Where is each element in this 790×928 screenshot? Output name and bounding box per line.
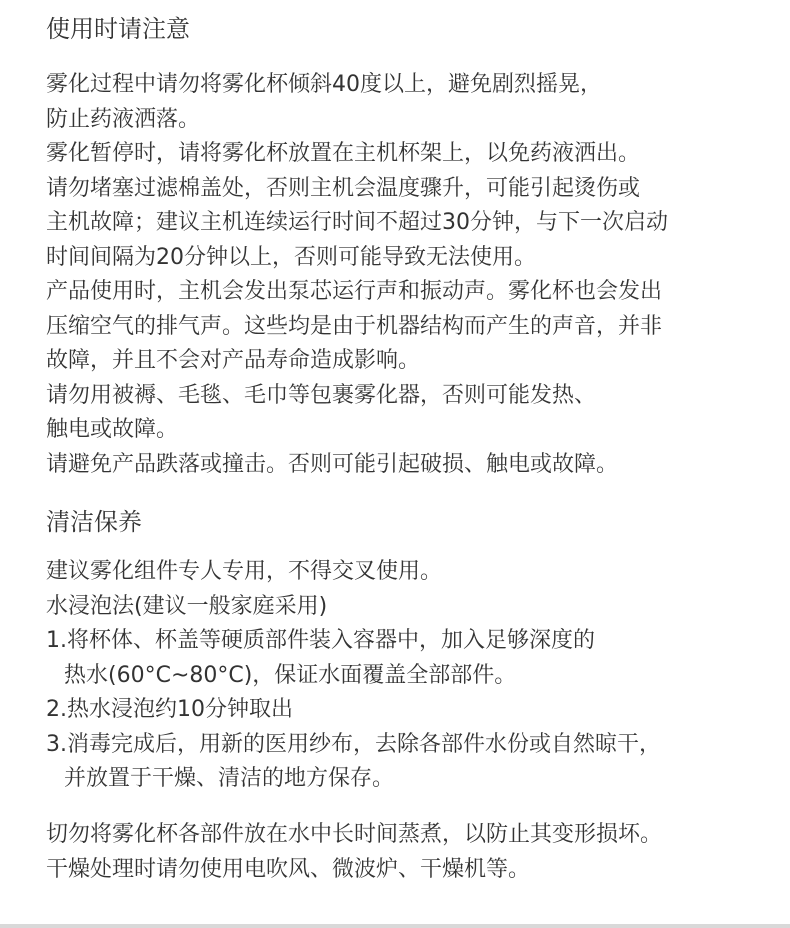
- bottom-divider: [0, 924, 790, 928]
- precaution-line: 雾化暂停时，请将雾化杯放置在主机杯架上，以免药液洒出。: [46, 141, 641, 166]
- warning-line: 干燥处理时请勿使用电吹风、微波炉、干燥机等。: [46, 856, 531, 882]
- precaution-line: 时间间隔为20分钟以上，否则可能导致无法使用。: [46, 244, 536, 270]
- cleaning-step: 2.热水浸泡约10分钟取出: [46, 697, 293, 722]
- cleaning-step-continuation: 热水(60°C~80°C)，保证水面覆盖全部部件。: [64, 662, 517, 688]
- precautions-heading: 使用时请注意: [46, 15, 190, 43]
- precaution-line: 雾化过程中请勿将雾化杯倾斜40度以上，避免剧烈摇晃，: [46, 72, 602, 97]
- precaution-line: 产品使用时，主机会发出泵芯运行声和振动声。雾化杯也会发出: [46, 279, 663, 304]
- precaution-line: 主机故障；建议主机连续运行时间不超过30分钟，与下一次启动: [46, 210, 668, 235]
- warning-line: 切勿将雾化杯各部件放在水中长时间蒸煮，以防止其变形损坏。: [46, 822, 663, 847]
- precautions-section: [46, 12, 766, 482]
- warnings-section: [46, 818, 766, 887]
- cleaning-line: 建议雾化组件专人专用，不得交叉使用。: [46, 559, 443, 584]
- precaution-line: 请勿堵塞过滤棉盖处，否则主机会温度骤升，可能引起烫伤或: [46, 175, 641, 201]
- precaution-line: 压缩空气的排气声。这些均是由于机器结构而产生的声音，并非: [46, 313, 663, 339]
- cleaning-method-title: 水浸泡法(建议一般家庭采用): [46, 593, 328, 619]
- precaution-line: 请避免产品跌落或撞击。否则可能引起破损、触电或故障。: [46, 451, 619, 477]
- precaution-line: 请勿用被褥、毛毯、毛巾等包裹雾化器，否则可能发热、: [46, 382, 597, 408]
- cleaning-body: [46, 555, 766, 797]
- cleaning-section: [46, 505, 766, 797]
- cleaning-step-continuation: 并放置于干燥、清洁的地方保存。: [64, 766, 395, 791]
- precaution-line: 触电或故障。: [46, 417, 179, 442]
- precautions-body: [46, 68, 766, 482]
- cleaning-heading: 清洁保养: [46, 508, 142, 536]
- precaution-line: 防止药液洒落。: [46, 106, 201, 132]
- cleaning-step: 1.将杯体、杯盖等硬质部件装入容器中，加入足够深度的: [46, 628, 595, 653]
- cleaning-step: 3.消毒完成后，用新的医用纱布，去除各部件水份或自然晾干，: [46, 731, 661, 757]
- precaution-line: 故障，并且不会对产品寿命造成影响。: [46, 348, 421, 373]
